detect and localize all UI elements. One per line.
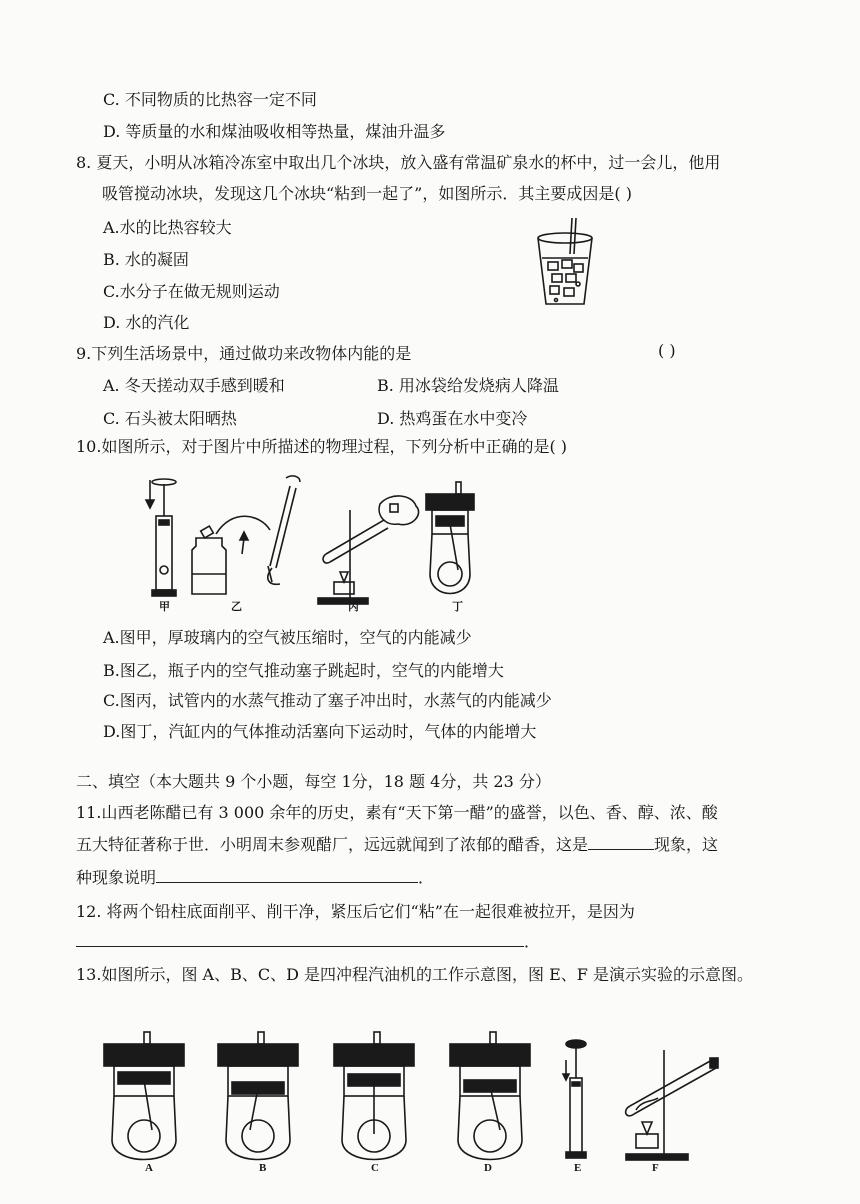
fig-label-yi: 乙 — [231, 601, 242, 613]
q9-option-a: A. 冬天搓动双手感到暖和 — [103, 376, 285, 395]
q13-stem: 13.如图所示，图 A、B、C、D 是四冲程汽油机的工作示意图，图 E、F 是演示实验的示意图。 — [76, 965, 753, 984]
fig-label-d: D — [484, 1162, 492, 1174]
q11-line2 — [76, 835, 718, 855]
q8-option-b: B. 水的凝固 — [103, 250, 189, 269]
q9-answer-bracket: ( ) — [658, 341, 676, 360]
cup-with-ice-and-straw-icon — [530, 214, 600, 308]
q9-option-c: C. 石头被太阳晒热 — [103, 409, 237, 428]
q11-line3-text: 种现象说明 — [76, 868, 157, 887]
fig-label-c: C — [371, 1162, 379, 1174]
q11-blank-1[interactable] — [588, 835, 654, 850]
q9-option-d: D. 热鸡蛋在水中变冷 — [377, 409, 528, 428]
q12-answer-line: ． — [76, 932, 540, 952]
test-tube-heating-figure-bing — [318, 496, 419, 604]
q12-blank[interactable] — [76, 932, 524, 947]
test-tube-heating-figure-f — [626, 1050, 718, 1160]
q11-line1: 11.山西老陈醋已有 3 000 余年的历史，素有“天下第一醋”的盛誉，以色、香、醇、浓、酸 — [76, 803, 718, 822]
q10-option-b: B.图乙，瓶子内的空气推动塞子跳起时，空气的内能增大 — [103, 661, 504, 680]
engine-figure-a — [104, 1032, 184, 1160]
engine-figure-c — [334, 1032, 414, 1160]
compression-cylinder-figure-jia — [146, 479, 176, 596]
engine-figure-b — [218, 1032, 298, 1160]
fig-label-b: B — [259, 1162, 267, 1174]
q8-stem-line1: 8. 夏天，小明从冰箱冷冻室中取出几个冰块，放入盛有常温矿泉水的杯中，过一会儿，他用 — [76, 153, 721, 172]
compression-cylinder-figure-e — [563, 1040, 586, 1158]
q9-stem: 9.下列生活场景中，通过做功来改物体内能的是 — [76, 344, 412, 363]
fig-label-bing: 丙 — [348, 601, 359, 613]
q10-stem: 10.如图所示，对于图片中所描述的物理过程，下列分析中正确的是( ) — [76, 437, 568, 456]
q11-line3: 种现象说明 ． — [76, 868, 435, 887]
q13-figures — [100, 1030, 740, 1180]
fig-label-jia: 甲 — [159, 601, 170, 613]
bottle-pump-figure-yi — [192, 476, 300, 594]
q8-stem-line2: 吸管搅动冰块，发现这几个冰块“粘到一起了”，如图所示．其主要成因是( ) — [102, 184, 632, 203]
q10-option-a: A.图甲，厚玻璃内的空气被压缩时，空气的内能减少 — [103, 628, 472, 647]
fig-label-ding: 丁 — [452, 601, 463, 613]
q12-line1: 12. 将两个铅柱底面削平、削干净，紧压后它们“粘”在一起很难被拉开，是因为 — [76, 902, 635, 921]
q10-figures — [140, 474, 500, 614]
fig-label-a: A — [145, 1162, 153, 1174]
q10-option-d: D.图丁，汽缸内的气体推动活塞向下运动时，气体的内能增大 — [103, 722, 537, 741]
engine-figure-ding — [426, 482, 474, 594]
fig-label-e: E — [574, 1162, 582, 1174]
q11-line2-text: 五大特征著称于世．小明周末参观醋厂，远远就闻到了浓郁的醋香，这是 — [76, 835, 589, 854]
q11-blank-2[interactable] — [156, 868, 418, 883]
engine-figure-d — [450, 1032, 530, 1160]
q11-line2-end: 现象，这 — [654, 835, 719, 854]
q7-option-c: C. 不同物质的比热容一定不同 — [103, 90, 317, 109]
section-2-title: 二、填空（本大题共 9 个小题，每空 1分，18 题 4分，共 23 分） — [76, 772, 551, 791]
q9-option-b: B. 用冰袋给发烧病人降温 — [377, 376, 559, 395]
q10-figure-drawings — [140, 474, 500, 614]
q13-figure-drawings — [100, 1030, 740, 1160]
q8-option-c: C.水分子在做无规则运动 — [103, 282, 280, 301]
q7-option-d: D. 等质量的水和煤油吸收相等热量，煤油升温多 — [103, 122, 446, 141]
q8-option-d: D. 水的汽化 — [103, 313, 190, 332]
fig-label-f: F — [652, 1162, 659, 1174]
q10-option-c: C.图丙，试管内的水蒸气推动了塞子冲出时，水蒸气的内能减少 — [103, 691, 552, 710]
q8-option-a: A.水的比热容较大 — [103, 218, 232, 237]
